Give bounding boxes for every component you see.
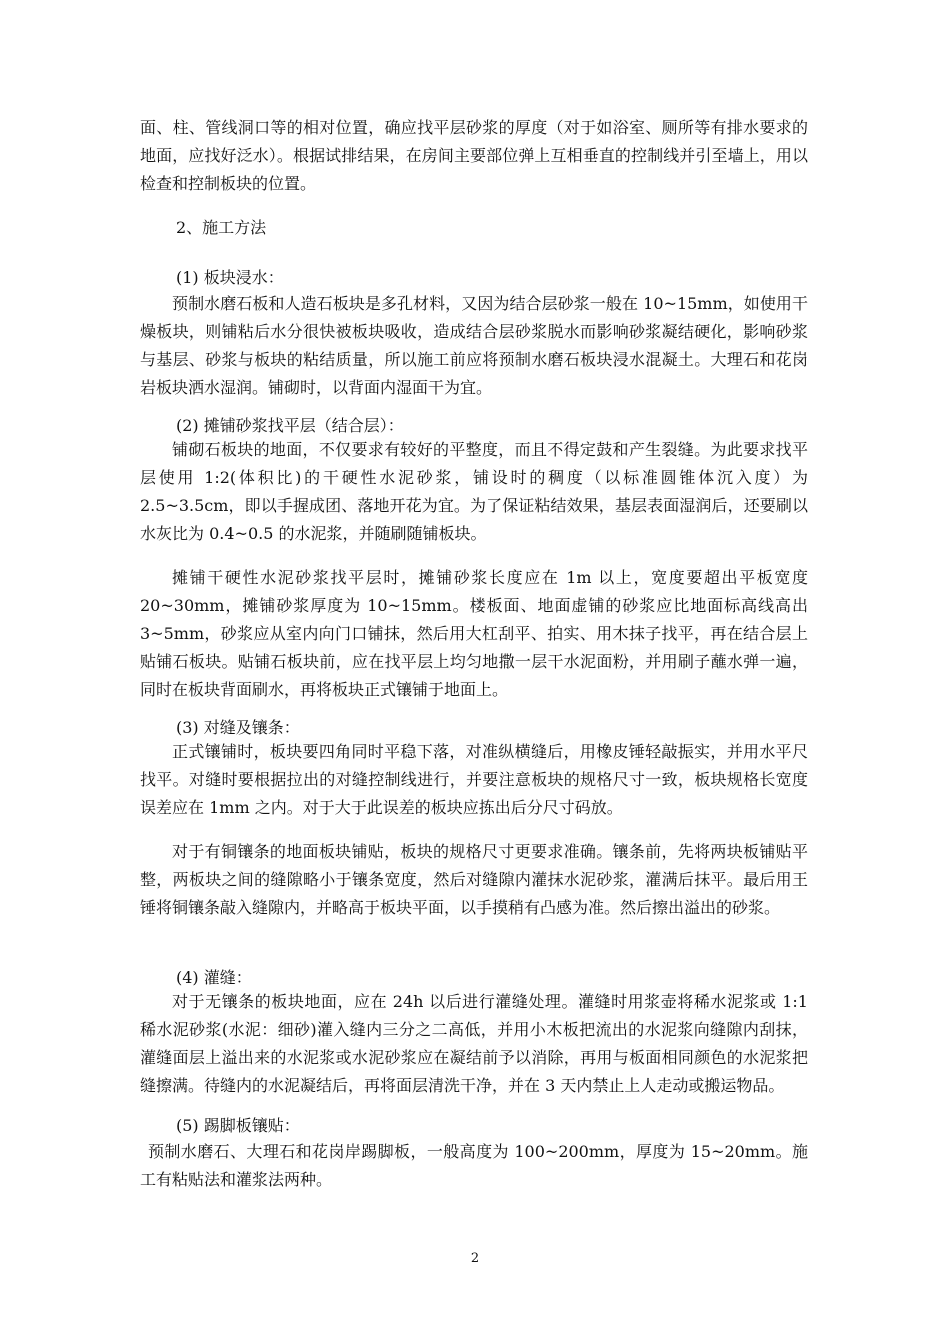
paragraph-text: 面、柱、管线洞口等的相对位置，确应找平层砂浆的厚度（对于如浴室、厕所等有排水要求的地面，应找好泛水）。根据试排结果，在房间主要部位弹上互相垂直的控制线并引至墙上，用以检查和控制板块的位置。 <box>140 118 808 193</box>
subheading-mortar-leveling: (2) 摊铺砂浆找平层（结合层）： <box>176 416 404 435</box>
paragraph-copper-strip <box>140 838 808 922</box>
subheading-slab-soaking: (1) 板块浸水： <box>176 268 284 287</box>
paragraph-joint-alignment <box>140 738 808 822</box>
section-heading-construction-method: 2、施工方法 <box>176 218 267 237</box>
paragraph-layout-control <box>140 114 808 198</box>
paragraph-text: 预制水磨石、大理石和花岗岸踢脚板，一般高度为 100~200mm，厚度为 15~20mm。施工有粘贴法和灌浆法两种。 <box>140 1142 808 1189</box>
paragraph-text: 铺砌石板块的地面，不仅要求有较好的平整度，而且不得定鼓和产生裂缝。为此要求找平层使用 1:2(体积比)的干硬性水泥砂浆，铺设时的稠度（以标准圆锥体沉入度）为 2.5~3.5cm，即以手握成团、落地开花为宜。为了保证粘结效果，基层表面湿润后，还要刷以水灰比为 0.4~0.5 的水泥浆，并随刷随铺板块。 <box>140 440 808 543</box>
paragraph-skirting <box>140 1138 808 1194</box>
paragraph-text: 正式镶铺时，板块要四角同时平稳下落，对准纵横缝后，用橡皮锤轻敲振实，并用水平尺找平。对缝时要根据拉出的对缝控制线进行，并要注意板块的规格尺寸一致，板块规格长宽度误差应在 1mm 之内。对于大于此误差的板块应拣出后分尺寸码放。 <box>140 742 808 817</box>
paragraph-text: 预制水磨石板和人造石板块是多孔材料，又因为结合层砂浆一般在 10~15mm，如使用干燥板块，则铺粘后水分很快被板块吸收，造成结合层砂浆脱水而影响砂浆凝结硬化，影响砂浆与基层、砂浆与板块的粘结质量，所以施工前应将预制水磨石板块浸水混凝土。大理石和花岗岩板块洒水湿润。铺砌时，以背面内湿面干为宜。 <box>140 294 808 397</box>
paragraph-mortar-leveling <box>140 436 808 548</box>
paragraph-grouting <box>140 988 808 1100</box>
paragraph-text: 对于无镶条的板块地面，应在 24h 以后进行灌缝处理。灌缝时用浆壶将稀水泥浆或 1:1 稀水泥砂浆(水泥：细砂)灌入缝内三分之二高低，并用小木板把流出的水泥浆向缝隙内刮抹，灌缝面层上溢出来的水泥浆或水泥砂浆应在凝结前予以消除，再用与板面相同颜色的水泥浆把缝擦满。待缝内的水泥凝结后，再将面层清洗干净，并在 3 天内禁止上人走动或搬运物品。 <box>140 992 808 1095</box>
paragraph-text: 摊铺干硬性水泥砂浆找平层时，摊铺砂浆长度应在 1m 以上，宽度要超出平板宽度 20~30mm，摊铺砂浆厚度为 10~15mm。楼板面、地面虚铺的砂浆应比地面标高线高出 3~5mm，砂浆应从室内向门口铺抹，然后用大杠刮平、拍实、用木抹子找平，再在结合层上贴铺石板块。贴铺石板块前，应在找平层上均匀地撒一层干水泥面粉，并用刷子蘸水弹一遍，同时在板块背面刷水，再将板块正式镶铺于地面上。 <box>140 568 808 699</box>
subheading-joint-alignment: (3) 对缝及镶条： <box>176 718 300 737</box>
paragraph-text: 对于有铜镶条的地面板块铺贴，板块的规格尺寸更要求准确。镶条前，先将两块板铺贴平整，两板块之间的缝隙略小于镶条宽度，然后对缝隙内灌抹水泥砂浆，灌满后抹平。最后用王锤将铜镶条敲入缝隙内，并略高于板块平面，以手摸稍有凸感为准。然后擦出溢出的砂浆。 <box>140 842 808 917</box>
subheading-skirting: (5) 踢脚板镶贴： <box>176 1116 300 1135</box>
paragraph-slab-soaking <box>140 290 808 402</box>
subheading-grouting: (4) 灌缝： <box>176 968 252 987</box>
paragraph-mortar-spreading <box>140 564 808 704</box>
page-number: 2 <box>470 1251 480 1266</box>
